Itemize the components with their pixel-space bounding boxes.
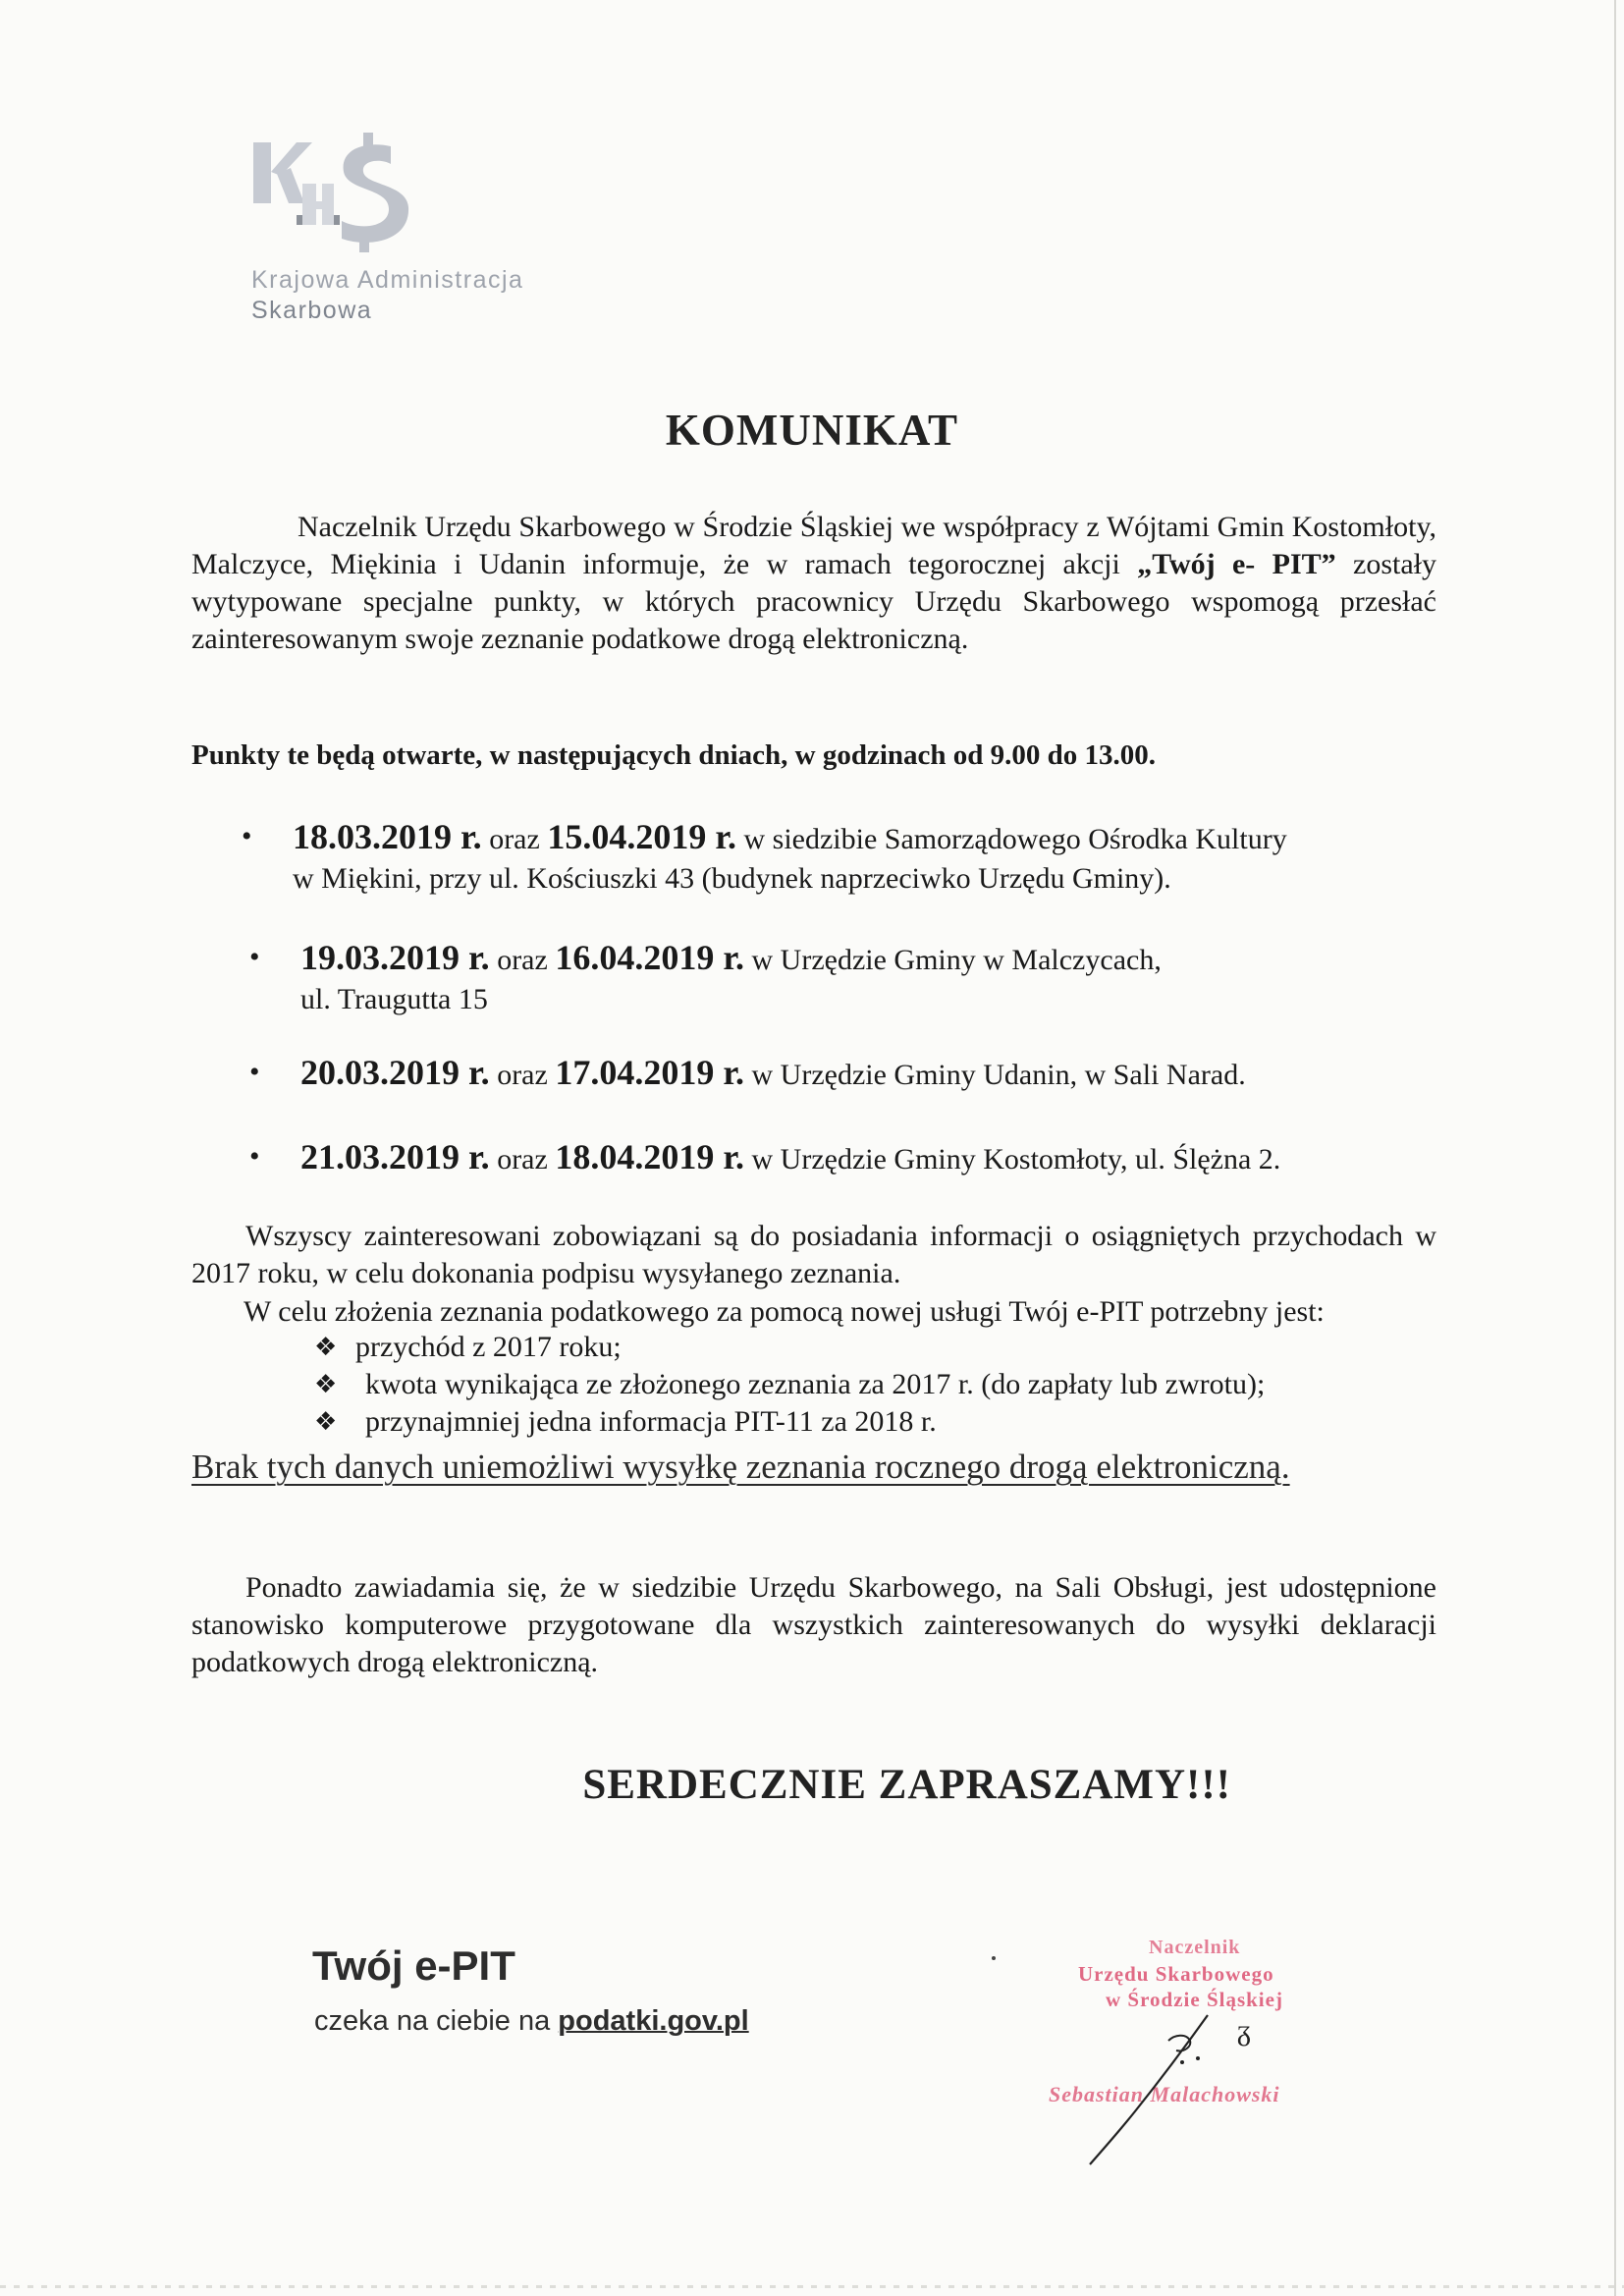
diamond-bullet-icon: ❖ [314,1370,338,1399]
date-secondary: 16.04.2019 r. [555,938,744,977]
requirements-list [314,1329,1265,1441]
date-joiner: oraz [489,1143,556,1175]
date-place: w Urzędzie Gminy Kostomłoty, ul. Ślężna 2. [744,1143,1281,1175]
obligation-paragraph: Wszyscy zainteresowani zobowiązani są do posiadania informacji o osiągniętych przychodach w 2017 roku, w celu dokonania podpisu wysyłanego zeznania. [191,1220,1436,1289]
requirement-text: przychód z 2017 roku; [355,1331,622,1363]
kas-logo [245,133,599,329]
date-primary: 18.03.2019 r. [293,817,482,856]
official-stamp [1041,1925,1345,2170]
date-primary: 19.03.2019 r. [300,938,490,977]
scan-noise [0,2285,1624,2288]
kas-emblem-icon [245,133,422,260]
org-line-1: Krajowa Administracja [251,266,524,294]
date-list-item [249,1137,1479,1179]
requirements-intro: W celu złożenia zeznania podatkowego za pomocą nowej usługi Twój e-PIT potrzebny jest: [244,1295,1325,1328]
scan-edge [1614,0,1616,2296]
signature-mark: ᵹ [1237,2013,1252,2048]
epit-tagline-text: czeka na ciebie na [314,2005,559,2037]
intro-text-before: Naczelnik Urzędu Skarbowego w Środzie Śląskiej we współpracy z Wójtami Gmin Kostomłoty, Malczyce, Miękinia i Udanin informuje, że w ramach tegorocznej akcji [191,511,1436,580]
requirement-item [314,1403,1265,1441]
date-list-item [249,1053,1479,1095]
requirement-text: przynajmniej jedna informacja PIT-11 za 2018 r. [365,1405,937,1438]
kas-logo-text [251,265,523,326]
diamond-bullet-icon: ❖ [314,1407,338,1437]
additional-paragraph: Ponadto zawiadamia się, że w siedzibie Urzędu Skarbowego, na Sali Obsługi, jest udostępnione stanowisko komputerowe przygotowane dla wszystkich zainteresowanych do wysyłki deklaracji podatkowych drogą elektroniczną. [191,1571,1436,1678]
signature-icon [1060,1964,1257,2170]
date-place: w Urzędzie Gminy Udanin, w Sali Narad. [744,1059,1246,1091]
intro-text-after: zostały wytypowane specjalne punkty, w których pracownicy Urzędu Skarbowego wspomogą przesłać zainteresowanym swoje zeznanie podatkowe drogą elektroniczną. [191,548,1436,655]
stamp-line-1: Naczelnik [1149,1937,1241,1958]
org-line-2: Skarbowa [251,297,373,324]
date-list-item [249,938,1479,1019]
invitation-heading: SERDECZNIE ZAPRASZAMY!!! [582,1762,1231,1808]
bullet-icon: • [242,820,252,852]
speck [992,1956,996,1960]
epit-brand: Twój e-PIT [312,1942,515,1989]
date-secondary: 15.04.2019 r. [547,817,736,856]
hours-notice: Punkty te będą otwarte, w następujących dniach, w godzinach od 9.00 do 13.00. [191,739,1157,771]
date-joiner: oraz [481,823,548,855]
stamp-name: Sebastian Malachowski [1049,2082,1280,2106]
bullet-icon: • [249,1056,260,1088]
date-place-cont: w Miękini, przy ul. Kościuszki 43 (budynek naprzeciwko Urzędu Gminy). [293,862,1171,895]
bullet-icon: • [249,1140,260,1173]
warning-underlined: Brak tych danych uniemożliwi wysyłkę zeznania rocznego drogą elektroniczną. [191,1448,1290,1486]
date-list-item [242,817,1471,899]
document-title: KOMUNIKAT [665,406,959,455]
date-joiner: oraz [489,1059,556,1091]
requirement-text: kwota wynikająca ze złożonego zeznania za 2017 r. (do zapłaty lub zwrotu); [365,1368,1266,1400]
bullet-icon: • [249,941,260,973]
podatki-link[interactable]: podatki.gov.pl [558,2005,749,2037]
date-primary: 21.03.2019 r. [300,1137,490,1176]
intro-highlight: „Twój e- PIT” [1137,548,1336,580]
date-place-cont: ul. Traugutta 15 [300,983,488,1015]
diamond-bullet-icon: ❖ [314,1333,338,1362]
epit-tagline [314,2005,749,2038]
date-place: w Urzędzie Gminy w Malczycach, [744,944,1162,976]
date-secondary: 17.04.2019 r. [555,1053,744,1092]
intro-paragraph [191,509,1436,658]
stamp-line-2: Urzędu Skarbowego [1078,1962,1274,1986]
requirement-item [314,1366,1265,1403]
stamp-line-3: w Środzie Śląskiej [1106,1988,1283,2011]
date-place: w siedzibie Samorządowego Ośrodka Kultury [736,823,1287,855]
date-primary: 20.03.2019 r. [300,1053,490,1092]
date-joiner: oraz [489,944,556,976]
requirement-item [314,1329,1265,1366]
date-secondary: 18.04.2019 r. [555,1137,744,1176]
